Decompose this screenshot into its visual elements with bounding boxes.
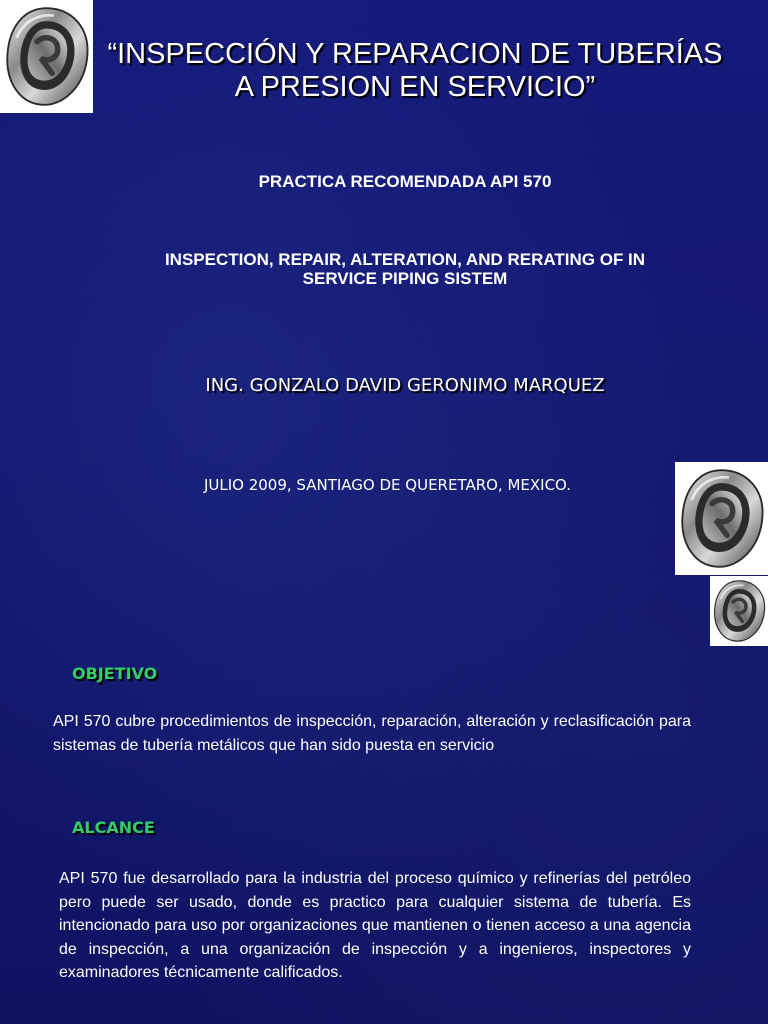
- logo-icon: [675, 462, 768, 575]
- page-title: [95, 38, 735, 104]
- logo-small-icon: [710, 576, 768, 646]
- title-line-2: A PRESION EN SERVICIO”: [234, 71, 596, 103]
- author-name: ING. GONZALO DAVID GERONIMO MARQUEZ: [205, 375, 605, 396]
- objetivo-heading: OBJETIVO: [72, 664, 158, 683]
- api-title: PRACTICA RECOMENDADA API 570: [258, 172, 552, 191]
- logo-icon: [0, 0, 93, 113]
- title-line-1: “INSPECCIÓN Y REPARACION DE TUBERÍAS: [107, 38, 723, 70]
- alcance-heading: ALCANCE: [72, 818, 155, 837]
- api-english-title: [100, 250, 710, 288]
- alcance-text: API 570 fue desarrollado para la industria del proceso químico y refinerías del petróleo pero puede ser usado, donde es practico para cualquier sistema de tubería. Es intencionado para uso por organizaciones que mantienen o tienen acceso a una agencia de inspección, a una organización de inspección y a ingenieros, inspectores y examinadores técnicamente calificados.: [59, 870, 691, 981]
- date-location: JULIO 2009, SANTIAGO DE QUERETARO, MEXICO.: [203, 476, 572, 494]
- api-english-line-2: SERVICE PIPING SISTEM: [302, 269, 508, 288]
- objetivo-text: API 570 cubre procedimientos de inspección, reparación, alteración y reclasificación para sistemas de tubería metálicos que han sido puesta en servicio: [53, 713, 691, 754]
- api-english-line-1: INSPECTION, REPAIR, ALTERATION, AND RERATING OF IN: [164, 250, 646, 269]
